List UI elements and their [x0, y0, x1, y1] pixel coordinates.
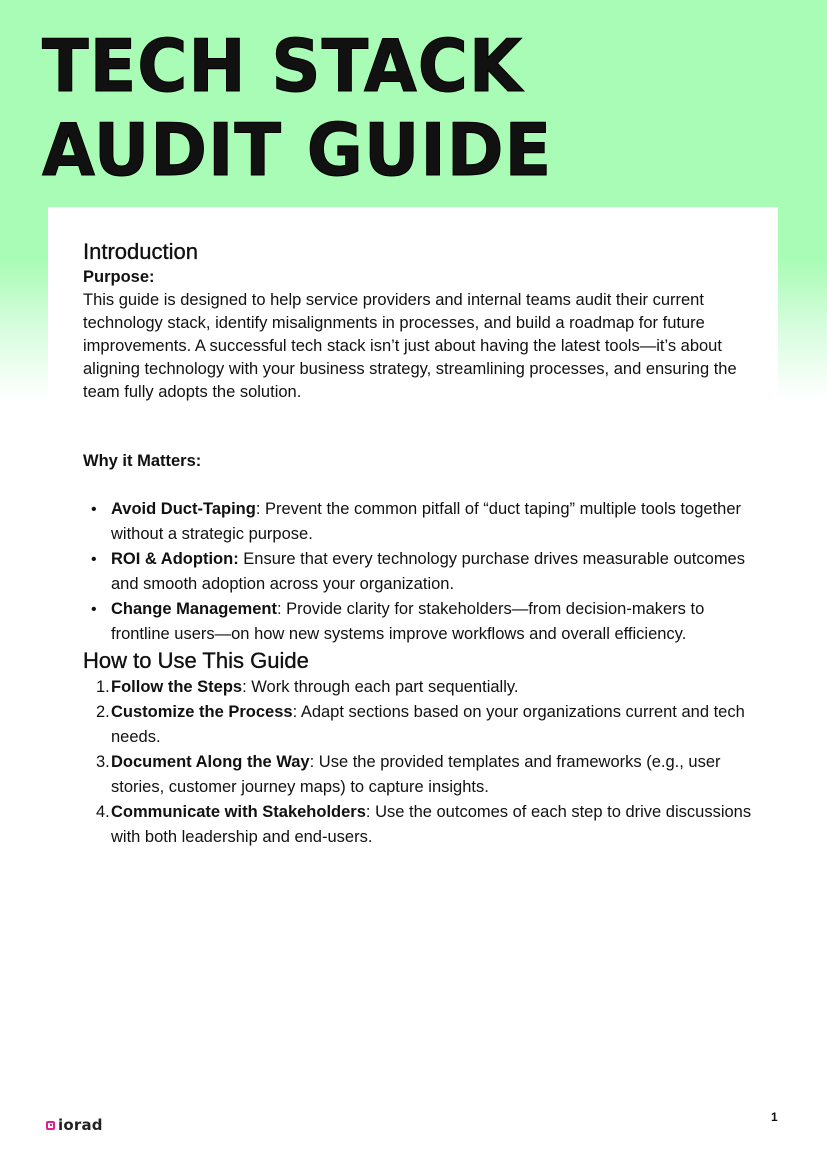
- logo-square-icon: [46, 1121, 55, 1130]
- step-number: 1.: [96, 678, 110, 696]
- page-number: 1: [771, 1110, 778, 1124]
- purpose-label: Purpose:: [83, 268, 155, 286]
- list-item: [83, 675, 753, 700]
- page-title: [42, 24, 552, 192]
- list-item: [83, 700, 753, 750]
- bullet-text: Prevent the common pitfall of “duct taping” multiple tools together without a strategic purpose.: [111, 500, 741, 543]
- how-to-steps-list: [83, 675, 753, 850]
- purpose-text: This guide is designed to help service providers and internal teams audit their current technology stack, identify misalignments in processes, and build a roadmap for future improvements. A successful tech stack isn’t just about having the latest tools—it’s about aligning technology with your business strategy, streamlining processes, and ensuring the team fully adopts the solution.: [83, 291, 737, 401]
- logo-text: iorad: [58, 1116, 103, 1134]
- iorad-logo: [46, 1116, 103, 1134]
- step-term: Communicate with Stakeholders: [111, 803, 366, 821]
- bullet-separator: :: [276, 600, 287, 618]
- list-item: [83, 800, 753, 850]
- list-item: [83, 750, 753, 800]
- step-term: Customize the Process: [111, 703, 293, 721]
- step-text: Work through each part sequentially.: [251, 678, 519, 696]
- step-term: Document Along the Way: [111, 753, 310, 771]
- step-term: Follow the Steps: [111, 678, 243, 696]
- step-number: 3.: [96, 753, 110, 771]
- step-text: Use the outcomes of each step to drive discussions with both leadership and end-users.: [111, 803, 752, 846]
- step-text: Use the provided templates and frameworks (e.g., user stories, customer journey maps) to capture insights.: [111, 753, 721, 796]
- step-separator: :: [365, 803, 376, 821]
- list-item: [83, 597, 753, 647]
- how-to-heading: How to Use This Guide: [83, 648, 309, 673]
- bullet-term: Change Management: [111, 600, 277, 618]
- title-line-1: TECH STACK: [42, 24, 523, 108]
- step-number: 2.: [96, 703, 110, 721]
- step-text: Adapt sections based on your organizations current and tech needs.: [111, 703, 745, 746]
- bullet-term: Avoid Duct-Taping: [111, 500, 256, 518]
- title-line-2: AUDIT GUIDE: [42, 108, 553, 192]
- step-separator: :: [292, 703, 301, 721]
- bullet-separator: :: [255, 500, 265, 518]
- step-number: 4.: [96, 803, 110, 821]
- list-item: [83, 497, 753, 547]
- bullet-text: Provide clarity for stakeholders—from decision-makers to frontline users—on how new systems improve workflows and overall efficiency.: [111, 600, 705, 643]
- bullet-text: Ensure that every technology purchase drives measurable outcomes and smooth adoption across your organization.: [111, 550, 745, 593]
- step-separator: :: [242, 678, 252, 696]
- why-it-matters-label: Why it Matters:: [83, 452, 202, 470]
- content-body: [83, 238, 753, 850]
- introduction-heading: Introduction: [83, 239, 198, 264]
- step-separator: :: [309, 753, 319, 771]
- list-item: [83, 547, 753, 597]
- why-it-matters-list: [83, 497, 753, 647]
- bullet-term: ROI & Adoption:: [111, 550, 239, 568]
